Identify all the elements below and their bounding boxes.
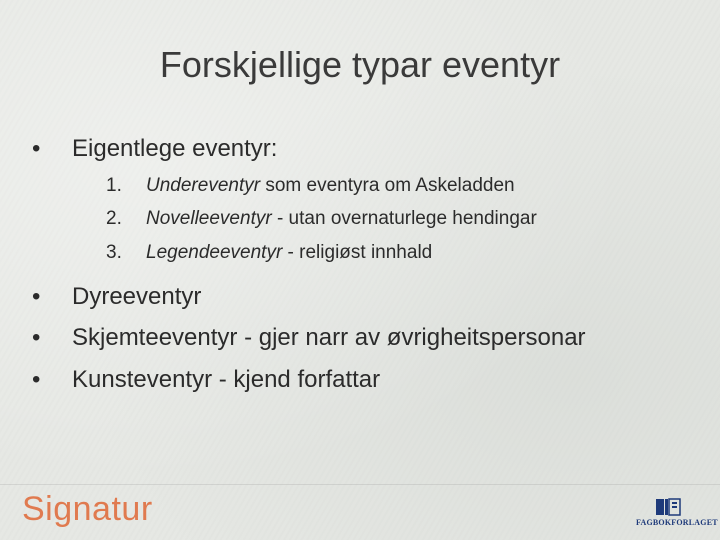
item-description: - religiøst innhald [282, 242, 433, 263]
publisher-logo [636, 498, 718, 527]
bullet-item [28, 135, 277, 163]
bullet-text: Eigentlege eventyr: [72, 135, 278, 162]
footer-divider [0, 484, 720, 485]
bullet-marker: • [32, 366, 41, 393]
bullet-marker: • [32, 324, 41, 351]
bullet-text: Skjemteeventyr - gjer narr av øvrigheitspersonar [72, 324, 586, 351]
item-term: Legendeeventyr [146, 242, 283, 263]
item-number: 1. [106, 175, 122, 196]
publisher-name: FAGBOKFORLAGET [636, 518, 718, 527]
bullet-marker: • [32, 283, 41, 310]
bullet-text: Kunsteventyr - kjend forfattar [72, 366, 381, 393]
item-number: 3. [106, 242, 122, 263]
bullet-item [28, 366, 380, 394]
item-description: som eventyra om Askeladden [260, 175, 515, 196]
bullet-item [28, 283, 201, 311]
signatur-logo: Signatur [22, 490, 153, 528]
book-icon [655, 498, 681, 516]
bullet-text: Dyreeventyr [72, 283, 202, 310]
item-term: Novelleeventyr [146, 208, 272, 229]
numbered-item [106, 242, 432, 264]
item-number: 2. [106, 208, 122, 229]
item-term: Undereventyr [146, 175, 261, 196]
slide-title: Forskjellige typar eventyr [159, 44, 561, 85]
item-description: - utan overnaturlege hendingar [271, 208, 537, 229]
numbered-item [106, 208, 537, 230]
bullet-marker: • [32, 135, 41, 162]
bullet-item [28, 324, 586, 352]
numbered-item [106, 175, 515, 197]
